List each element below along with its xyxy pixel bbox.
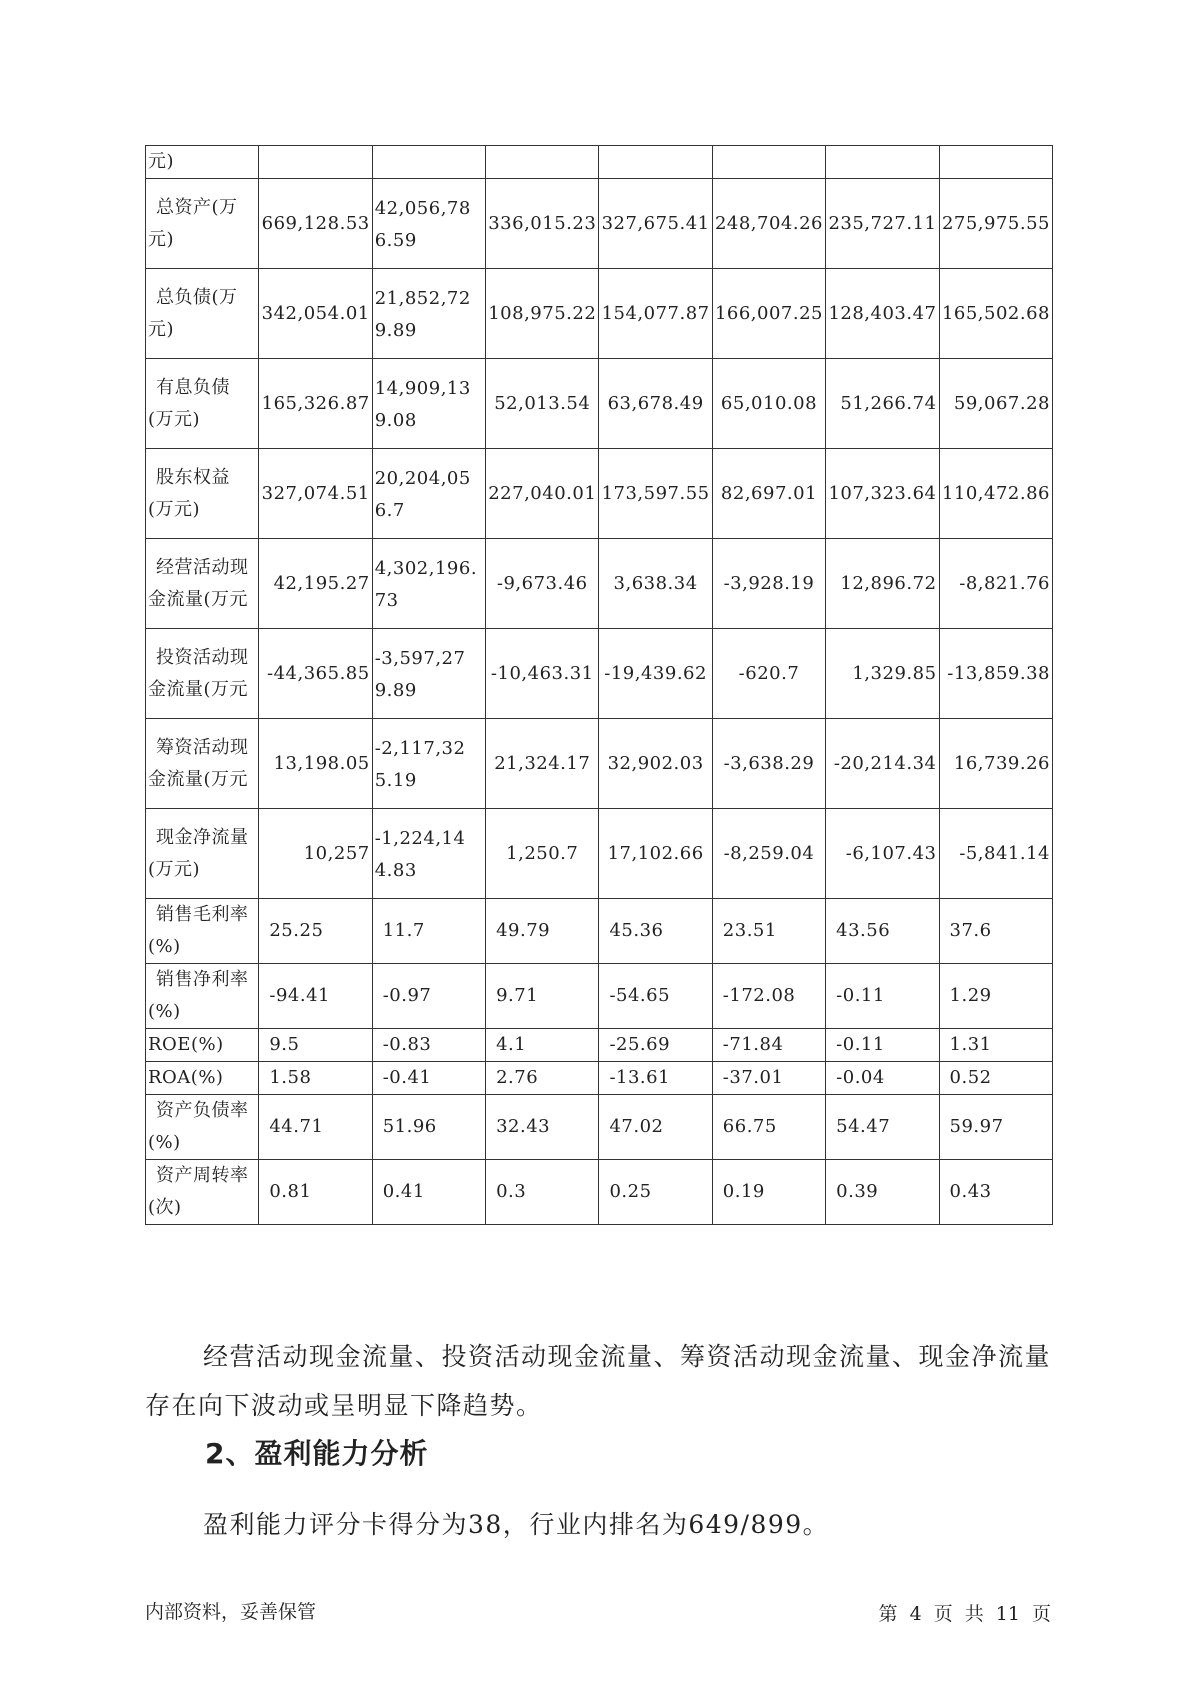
row-label <box>146 1160 259 1225</box>
table-cell: -94.41 <box>259 964 372 1029</box>
table-cell: 42,195.27 <box>259 539 372 629</box>
table-cell: 108,975.22 <box>486 269 599 359</box>
row-label-line: 经营活动现 <box>156 556 249 578</box>
table-cell: 63,678.49 <box>599 359 712 449</box>
profitability-score-paragraph: 盈利能力评分卡得分为38，行业内排名为649/899。 <box>203 1510 830 1539</box>
table-cell <box>826 146 939 179</box>
table-cell: 4,302,196.73 <box>372 539 485 629</box>
row-label-line: 股东权益 <box>156 466 230 488</box>
table-cell: 342,054.01 <box>259 269 372 359</box>
table-cell: 275,975.55 <box>939 179 1052 269</box>
table-cell <box>372 146 485 179</box>
table-cell: 154,077.87 <box>599 269 712 359</box>
row-label-line: (%) <box>148 1001 181 1022</box>
table-cell: -44,365.85 <box>259 629 372 719</box>
table-cell: -37.01 <box>712 1062 825 1095</box>
table-row <box>146 1095 1053 1160</box>
table-cell: 37.6 <box>939 899 1052 964</box>
table-cell: 21,852,729.89 <box>372 269 485 359</box>
row-label-line: 金流量(万元 <box>148 768 249 790</box>
row-label-line: 销售净利率 <box>156 969 249 990</box>
table-cell: -172.08 <box>712 964 825 1029</box>
table-row <box>146 1160 1053 1225</box>
table-cell: -1,224,144.83 <box>372 809 485 899</box>
table-cell: 2.76 <box>486 1062 599 1095</box>
row-label-line: 元) <box>148 151 175 172</box>
table-cell: 327,675.41 <box>599 179 712 269</box>
table-cell: 1.29 <box>939 964 1052 1029</box>
table-cell: 0.81 <box>259 1160 372 1225</box>
table-cell: -25.69 <box>599 1029 712 1062</box>
table-cell: 0.25 <box>599 1160 712 1225</box>
table-cell <box>486 146 599 179</box>
table-cell: -620.7 <box>712 629 825 719</box>
table-cell: 248,704.26 <box>712 179 825 269</box>
table-cell: 1,329.85 <box>826 629 939 719</box>
table-row <box>146 539 1053 629</box>
row-label <box>146 1095 259 1160</box>
table-cell: -9,673.46 <box>486 539 599 629</box>
table-row <box>146 1029 1053 1062</box>
table-cell: -54.65 <box>599 964 712 1029</box>
table-cell: 128,403.47 <box>826 269 939 359</box>
row-label-line: 有息负债 <box>156 376 230 398</box>
table-cell: 4.1 <box>486 1029 599 1062</box>
table-cell: -3,928.19 <box>712 539 825 629</box>
table-body <box>146 146 1053 1225</box>
table-cell: 44.71 <box>259 1095 372 1160</box>
table-cell: 45.36 <box>599 899 712 964</box>
table-cell: 54.47 <box>826 1095 939 1160</box>
row-label <box>146 449 259 539</box>
table-cell: -8,259.04 <box>712 809 825 899</box>
table-cell: 52,013.54 <box>486 359 599 449</box>
row-label-line: 金流量(万元 <box>148 678 249 700</box>
row-label <box>146 899 259 964</box>
table-cell: -13.61 <box>599 1062 712 1095</box>
table-row <box>146 809 1053 899</box>
table-row <box>146 269 1053 359</box>
table-cell: 669,128.53 <box>259 179 372 269</box>
row-label-line: 元) <box>148 228 175 250</box>
table-cell: 25.25 <box>259 899 372 964</box>
table-cell: 12,896.72 <box>826 539 939 629</box>
table-row <box>146 449 1053 539</box>
table-cell: 47.02 <box>599 1095 712 1160</box>
table-cell: -0.04 <box>826 1062 939 1095</box>
table-cell: 107,323.64 <box>826 449 939 539</box>
table-cell: 9.5 <box>259 1029 372 1062</box>
table-cell: 20,204,056.7 <box>372 449 485 539</box>
table-cell: 165,326.87 <box>259 359 372 449</box>
table-cell: -20,214.34 <box>826 719 939 809</box>
row-label-line: 总资产(万 <box>156 196 238 218</box>
table-row <box>146 359 1053 449</box>
table-cell: 235,727.11 <box>826 179 939 269</box>
table-cell: 166,007.25 <box>712 269 825 359</box>
table-cell: 1,250.7 <box>486 809 599 899</box>
row-label <box>146 629 259 719</box>
table-cell: -8,821.76 <box>939 539 1052 629</box>
table-cell: 0.41 <box>372 1160 485 1225</box>
table-cell: 32.43 <box>486 1095 599 1160</box>
table-cell: -0.11 <box>826 964 939 1029</box>
table-cell: 0.43 <box>939 1160 1052 1225</box>
table-cell: 14,909,139.08 <box>372 359 485 449</box>
table-cell: 43.56 <box>826 899 939 964</box>
table-cell: 327,074.51 <box>259 449 372 539</box>
table-cell: 0.52 <box>939 1062 1052 1095</box>
table-cell: 9.71 <box>486 964 599 1029</box>
table-cell: 65,010.08 <box>712 359 825 449</box>
table-cell: 23.51 <box>712 899 825 964</box>
financial-table <box>145 145 1053 1225</box>
table-cell: 0.19 <box>712 1160 825 1225</box>
table-cell: 49.79 <box>486 899 599 964</box>
table-row <box>146 629 1053 719</box>
row-label-line: 投资活动现 <box>156 646 249 668</box>
table-cell: -2,117,325.19 <box>372 719 485 809</box>
row-label-line: 筹资活动现 <box>156 736 249 758</box>
table-cell: 10,257 <box>259 809 372 899</box>
row-label-line: (万元) <box>148 408 201 430</box>
row-label <box>146 269 259 359</box>
table-cell <box>259 146 372 179</box>
footer-page-number: 第 4 页 共 11 页 <box>878 1603 1051 1625</box>
table-cell: 66.75 <box>712 1095 825 1160</box>
row-label-line: (万元) <box>148 498 201 520</box>
table-cell: 165,502.68 <box>939 269 1052 359</box>
table-cell: -0.11 <box>826 1029 939 1062</box>
table-cell: 1.58 <box>259 1062 372 1095</box>
table-cell: -0.41 <box>372 1062 485 1095</box>
table-cell: 0.39 <box>826 1160 939 1225</box>
table-cell <box>712 146 825 179</box>
row-label <box>146 809 259 899</box>
table-cell: 21,324.17 <box>486 719 599 809</box>
table-cell <box>599 146 712 179</box>
row-label <box>146 1062 259 1095</box>
row-label <box>146 964 259 1029</box>
table-cell: 51,266.74 <box>826 359 939 449</box>
table-row <box>146 964 1053 1029</box>
row-label-line: (万元) <box>148 858 201 880</box>
cash-flow-summary-paragraph: 经营活动现金流量、投资活动现金流量、筹资活动现金流量、现金净流量存在向下波动或呈明显下降趋势。 <box>145 1342 1052 1420</box>
row-label-line: 现金净流量 <box>156 826 249 848</box>
table-cell: -3,597,279.89 <box>372 629 485 719</box>
table-row <box>146 146 1053 179</box>
table-cell: 11.7 <box>372 899 485 964</box>
table-cell: 16,739.26 <box>939 719 1052 809</box>
row-label-line: 销售毛利率 <box>156 904 249 925</box>
section-heading: 2、盈利能力分析 <box>205 1437 429 1470</box>
table-cell: -19,439.62 <box>599 629 712 719</box>
table-cell: 32,902.03 <box>599 719 712 809</box>
table-cell: -5,841.14 <box>939 809 1052 899</box>
table-cell: 42,056,786.59 <box>372 179 485 269</box>
table-cell: 1.31 <box>939 1029 1052 1062</box>
table-cell: -0.97 <box>372 964 485 1029</box>
table-cell: -71.84 <box>712 1029 825 1062</box>
table-row <box>146 899 1053 964</box>
row-label <box>146 359 259 449</box>
table-cell: 0.3 <box>486 1160 599 1225</box>
table-cell: 13,198.05 <box>259 719 372 809</box>
row-label-line: 总负债(万 <box>156 286 238 308</box>
footer-confidential-note: 内部资料，妥善保管 <box>145 1601 317 1623</box>
table-cell: 110,472.86 <box>939 449 1052 539</box>
row-label <box>146 719 259 809</box>
row-label <box>146 539 259 629</box>
table-cell: 82,697.01 <box>712 449 825 539</box>
table-cell: 173,597.55 <box>599 449 712 539</box>
table-cell: -3,638.29 <box>712 719 825 809</box>
table-cell: 17,102.66 <box>599 809 712 899</box>
table-row <box>146 1062 1053 1095</box>
table-cell: 59.97 <box>939 1095 1052 1160</box>
table-row <box>146 179 1053 269</box>
row-label-line: 金流量(万元 <box>148 588 249 610</box>
row-label-line: (次) <box>148 1197 182 1218</box>
row-label-line: 资产周转率 <box>156 1165 249 1186</box>
table-cell: 59,067.28 <box>939 359 1052 449</box>
table-cell: 336,015.23 <box>486 179 599 269</box>
table-cell: -13,859.38 <box>939 629 1052 719</box>
table-cell <box>939 146 1052 179</box>
row-label-line: ROA(%) <box>148 1067 224 1088</box>
row-label-line: (%) <box>148 1132 181 1153</box>
row-label-line: 元) <box>148 318 175 340</box>
table-cell: -6,107.43 <box>826 809 939 899</box>
table-cell: 227,040.01 <box>486 449 599 539</box>
row-label-line: 资产负债率 <box>156 1100 249 1121</box>
table-cell: -0.83 <box>372 1029 485 1062</box>
table-cell: 3,638.34 <box>599 539 712 629</box>
table-cell: 51.96 <box>372 1095 485 1160</box>
table-row <box>146 719 1053 809</box>
row-label-line: ROE(%) <box>148 1034 224 1055</box>
table-cell: -10,463.31 <box>486 629 599 719</box>
row-label-line: (%) <box>148 936 181 957</box>
row-label <box>146 1029 259 1062</box>
row-label <box>146 179 259 269</box>
row-label <box>146 146 259 179</box>
